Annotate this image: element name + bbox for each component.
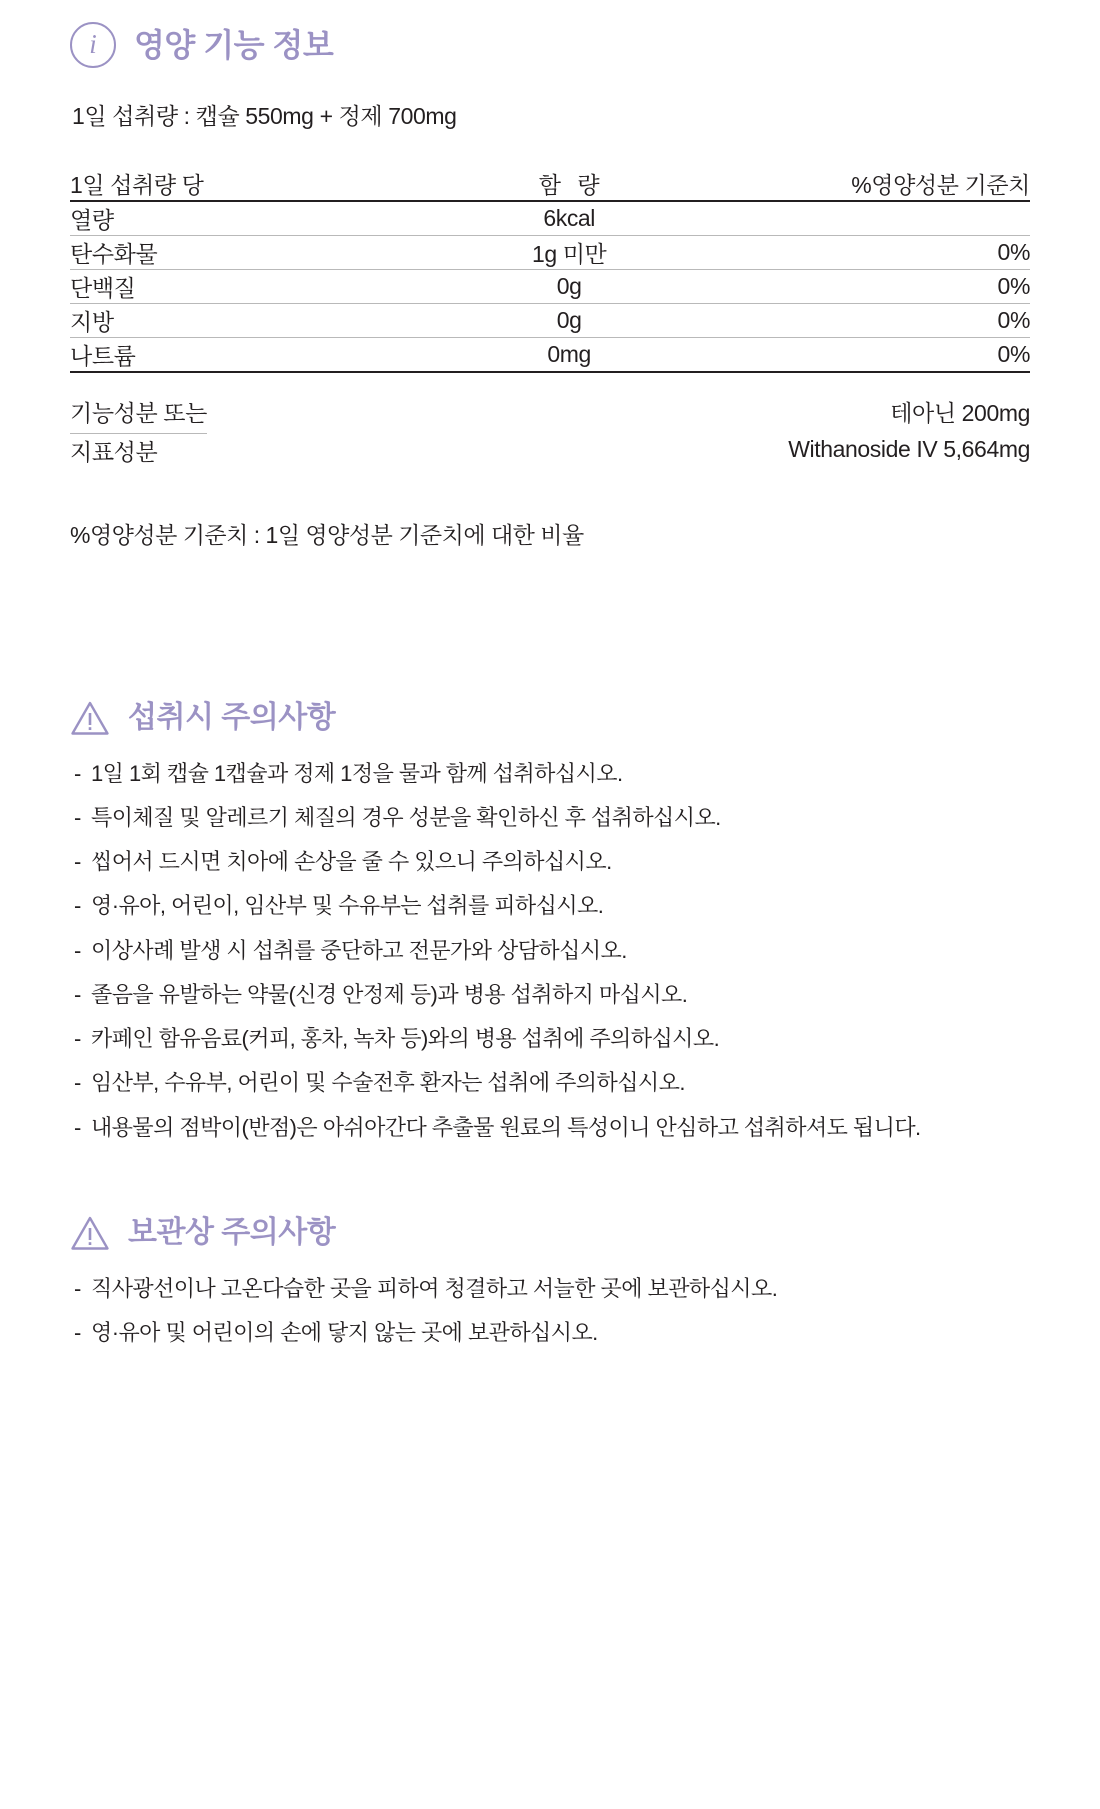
list-item-text: 1일 1회 캡슐 1캡슐과 정제 1정을 물과 함께 섭취하십시오. xyxy=(91,760,623,786)
table-row xyxy=(70,338,1030,373)
warning-triangle-icon xyxy=(70,700,110,736)
list-item-text: 영·유아 및 어린이의 손에 닿지 않는 곳에 보관하십시오. xyxy=(91,1320,598,1345)
nutrition-section-header xyxy=(70,22,1030,68)
list-item xyxy=(74,890,1030,921)
table-header-row xyxy=(70,167,1030,201)
list-item xyxy=(74,846,1030,877)
nutrient-percent: 0% xyxy=(723,304,1030,338)
info-circle-icon: i xyxy=(70,22,116,68)
functional-value-line1: 테아닌 200mg xyxy=(890,400,1030,426)
list-item-text: 씹어서 드시면 치아에 손상을 줄 수 있으니 주의하십시오. xyxy=(91,849,612,875)
storage-caution-list xyxy=(70,1273,1030,1348)
list-item-text: 직사광선이나 고온다습한 곳을 피하여 청결하고 서늘한 곳에 보관하십시오. xyxy=(91,1275,778,1301)
list-item xyxy=(74,935,1030,966)
table-row xyxy=(70,236,1030,270)
nutrient-amount: 1g 미만 xyxy=(416,236,723,270)
storage-caution-header xyxy=(70,1215,1030,1251)
list-item xyxy=(74,1112,1030,1143)
nutrition-facts-table xyxy=(70,167,1030,373)
intake-caution-header xyxy=(70,700,1030,736)
list-item-text: 이상사례 발생 시 섭취를 중단하고 전문가와 상담하십시오. xyxy=(91,937,627,963)
bullet-dash: - xyxy=(74,1114,81,1140)
nutrient-amount: 6kcal xyxy=(416,201,723,236)
list-item-text: 임산부, 수유부, 어린이 및 수술전후 환자는 섭취에 주의하십시오. xyxy=(91,1070,685,1096)
list-item xyxy=(74,802,1030,833)
serving-size-text: 1일 섭취량 : 캡슐 550mg + 정제 700mg xyxy=(72,103,457,129)
bullet-dash: - xyxy=(74,760,81,786)
header-amount-label: 함 량 xyxy=(538,172,605,198)
functional-value-line2: Withanoside IV 5,664mg xyxy=(788,436,1030,463)
list-item-text: 졸음을 유발하는 약물(신경 안정제 등)과 병용 섭취하지 마십시오. xyxy=(91,981,688,1007)
nutrient-name: 단백질 xyxy=(70,270,416,304)
intake-caution-section xyxy=(70,700,1030,1143)
storage-caution-section xyxy=(70,1215,1030,1348)
intake-caution-list xyxy=(70,758,1030,1143)
bullet-dash: - xyxy=(74,1320,81,1345)
storage-caution-title: 보관상 주의사항 xyxy=(128,1215,336,1249)
functional-label-line1: 기능성분 또는 xyxy=(70,395,207,434)
nutrient-percent: 0% xyxy=(723,236,1030,270)
nutrient-name: 탄수화물 xyxy=(70,236,416,270)
nutrient-percent: 0% xyxy=(723,270,1030,304)
nutrient-percent: 0% xyxy=(723,338,1030,373)
functional-ingredients-values xyxy=(788,395,1030,468)
bullet-dash: - xyxy=(74,893,81,919)
nutrient-name: 열량 xyxy=(70,201,416,236)
nutrition-section-title: 영양 기능 정보 xyxy=(134,27,334,63)
bullet-dash: - xyxy=(74,849,81,875)
functional-ingredients-labels xyxy=(70,395,207,471)
daily-value-footnote: %영양성분 기준치 : 1일 영양성분 기준치에 대한 비율 xyxy=(70,521,584,548)
nutrient-amount: 0g xyxy=(416,304,723,338)
list-item xyxy=(74,1317,1030,1348)
header-serving-label: 1일 섭취량 당 xyxy=(70,172,204,198)
bullet-dash: - xyxy=(74,1275,81,1301)
bullet-dash: - xyxy=(74,1070,81,1096)
header-percent-label: %영양성분 기준치 xyxy=(851,172,1030,198)
list-item-text: 특이체질 및 알레르기 체질의 경우 성분을 확인하신 후 섭취하십시오. xyxy=(91,804,721,830)
table-row xyxy=(70,270,1030,304)
functional-ingredients-block xyxy=(70,395,1030,471)
nutrient-name: 지방 xyxy=(70,304,416,338)
nutrient-percent xyxy=(723,201,1030,236)
bullet-dash: - xyxy=(74,937,81,963)
list-item xyxy=(74,979,1030,1010)
list-item xyxy=(74,1067,1030,1098)
intake-caution-title: 섭취시 주의사항 xyxy=(128,700,336,734)
table-row xyxy=(70,304,1030,338)
nutrient-amount: 0g xyxy=(416,270,723,304)
nutrient-amount: 0mg xyxy=(416,338,723,373)
bullet-dash: - xyxy=(74,1026,81,1052)
warning-triangle-icon xyxy=(70,1215,110,1251)
nutrient-name: 나트륨 xyxy=(70,338,416,373)
list-item xyxy=(74,758,1030,789)
table-row xyxy=(70,201,1030,236)
functional-label-line2: 지표성분 xyxy=(70,439,158,466)
list-item-text: 영·유아, 어린이, 임산부 및 수유부는 섭취를 피하십시오. xyxy=(91,893,604,919)
list-item xyxy=(74,1023,1030,1054)
list-item-text: 내용물의 점박이(반점)은 아쉬아간다 추출물 원료의 특성이니 안심하고 섭취하셔도 됩니다. xyxy=(91,1114,921,1140)
list-item xyxy=(74,1273,1030,1304)
bullet-dash: - xyxy=(74,981,81,1007)
list-item-text: 카페인 함유음료(커피, 홍차, 녹차 등)와의 병용 섭취에 주의하십시오. xyxy=(91,1026,720,1052)
bullet-dash: - xyxy=(74,804,81,830)
